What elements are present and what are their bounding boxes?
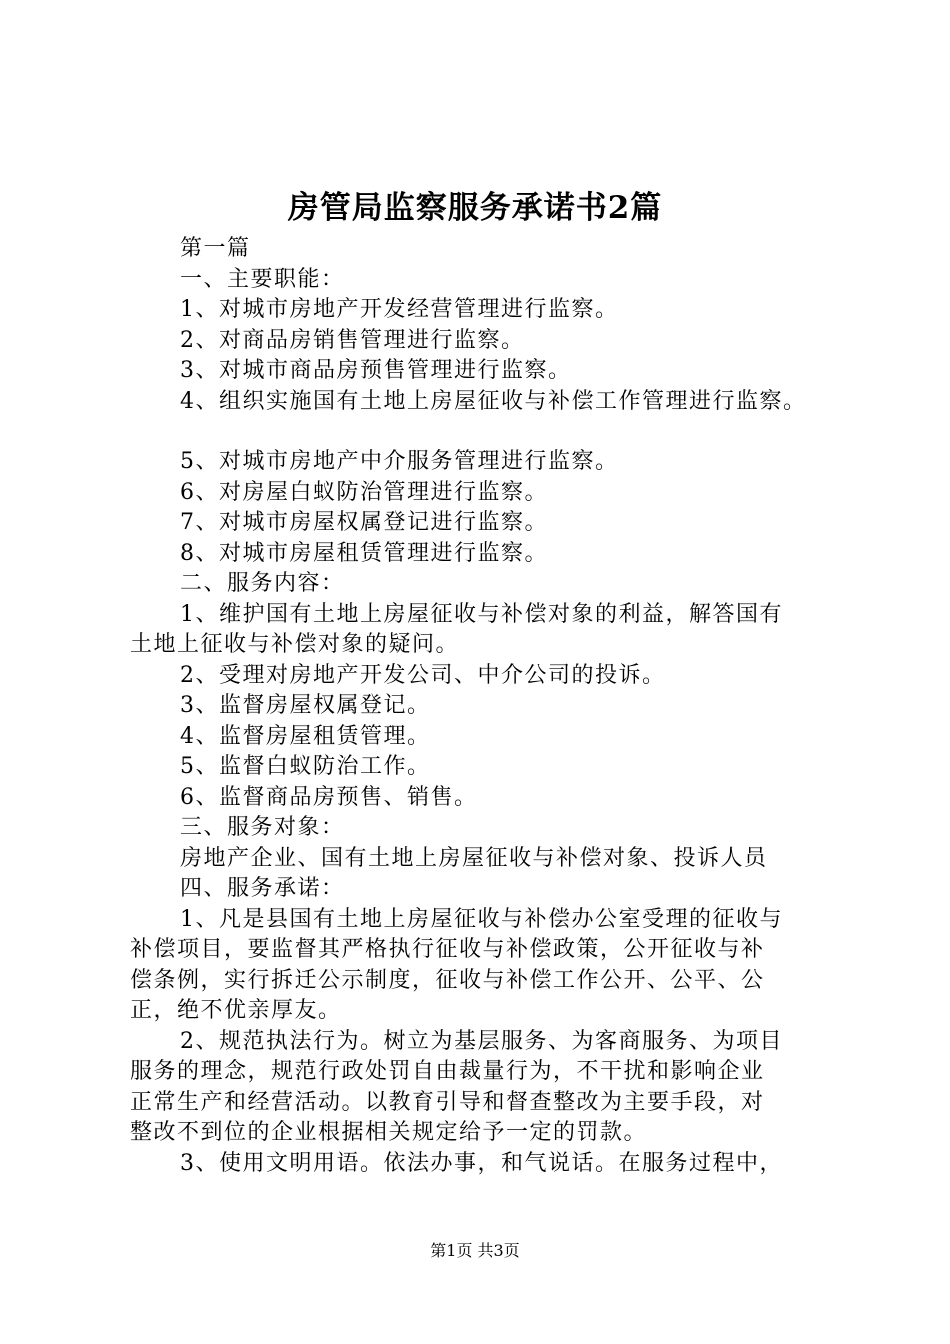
paragraph-line: 偿条例，实行拆迁公示制度，征收与补偿工作公开、公平、公 bbox=[130, 967, 765, 993]
paragraph-line: 3、对城市商品房预售管理进行监察。 bbox=[180, 358, 572, 383]
paragraph-line: 二、服务内容： bbox=[180, 571, 345, 596]
paragraph-line: 7、对城市房屋权属登记进行监察。 bbox=[180, 510, 548, 535]
paragraph-line: 1、凡是县国有土地上房屋征收与补偿办公室受理的征收与 bbox=[180, 906, 783, 932]
paragraph-line: 服务的理念，规范行政处罚自由裁量行为，不干扰和影响企业 bbox=[130, 1059, 765, 1084]
paragraph-line: 4、组织实施国有土地上房屋征收与补偿工作管理进行监察。 bbox=[180, 388, 807, 414]
paragraph-line: 5、对城市房地产中介服务管理进行监察。 bbox=[180, 449, 619, 474]
paragraph-spacer bbox=[130, 417, 830, 447]
paragraph-line: 正常生产和经营活动。以教育引导和督查整改为主要手段，对 bbox=[130, 1089, 765, 1115]
paragraph-line: 房地产企业、国有土地上房屋征收与补偿对象、投诉人员 bbox=[180, 845, 768, 871]
document-body bbox=[130, 234, 830, 1179]
paragraph-line: 1、对城市房地产开发经营管理进行监察。 bbox=[180, 297, 619, 322]
paragraph-line: 三、服务对象： bbox=[180, 815, 345, 840]
paragraph-line: 4、监督房屋租赁管理。 bbox=[180, 723, 431, 749]
paragraph-line: 2、对商品房销售管理进行监察。 bbox=[180, 327, 525, 353]
paragraph-line: 1、维护国有土地上房屋征收与补偿对象的利益，解答国有 bbox=[180, 601, 783, 627]
paragraph-line: 2、受理对房地产开发公司、中介公司的投诉。 bbox=[180, 662, 666, 688]
paragraph-line: 3、使用文明用语。依法办事，和气说话。在服务过程中， bbox=[180, 1150, 783, 1176]
paragraph-line: 6、对房屋白蚁防治管理进行监察。 bbox=[180, 479, 548, 505]
paragraph-line: 补偿项目，要监督其严格执行征收与补偿政策，公开征收与补 bbox=[130, 937, 765, 962]
paragraph-line: 一、主要职能： bbox=[180, 266, 345, 292]
paragraph-line: 6、监督商品房预售、销售。 bbox=[180, 784, 478, 810]
page-footer: 第1页 共3页 bbox=[430, 1241, 520, 1260]
paragraph-line: 3、监督房屋权属登记。 bbox=[180, 693, 431, 718]
paragraph-line: 整改不到位的企业根据相关规定给予一定的罚款。 bbox=[130, 1120, 648, 1145]
document-title: 房管局监察服务承诺书2篇 bbox=[287, 190, 663, 226]
paragraph-line: 2、规范执法行为。树立为基层服务、为客商服务、为项目 bbox=[180, 1028, 783, 1054]
paragraph-line: 5、监督白蚁防治工作。 bbox=[180, 754, 431, 779]
paragraph-line: 四、服务承诺： bbox=[180, 876, 345, 901]
paragraph-line: 8、对城市房屋租赁管理进行监察。 bbox=[180, 540, 548, 566]
paragraph-line: 第一篇 bbox=[180, 236, 251, 261]
paragraph-line: 土地上征收与补偿对象的疑问。 bbox=[130, 632, 460, 657]
paragraph-line: 正，绝不优亲厚友。 bbox=[130, 998, 342, 1023]
